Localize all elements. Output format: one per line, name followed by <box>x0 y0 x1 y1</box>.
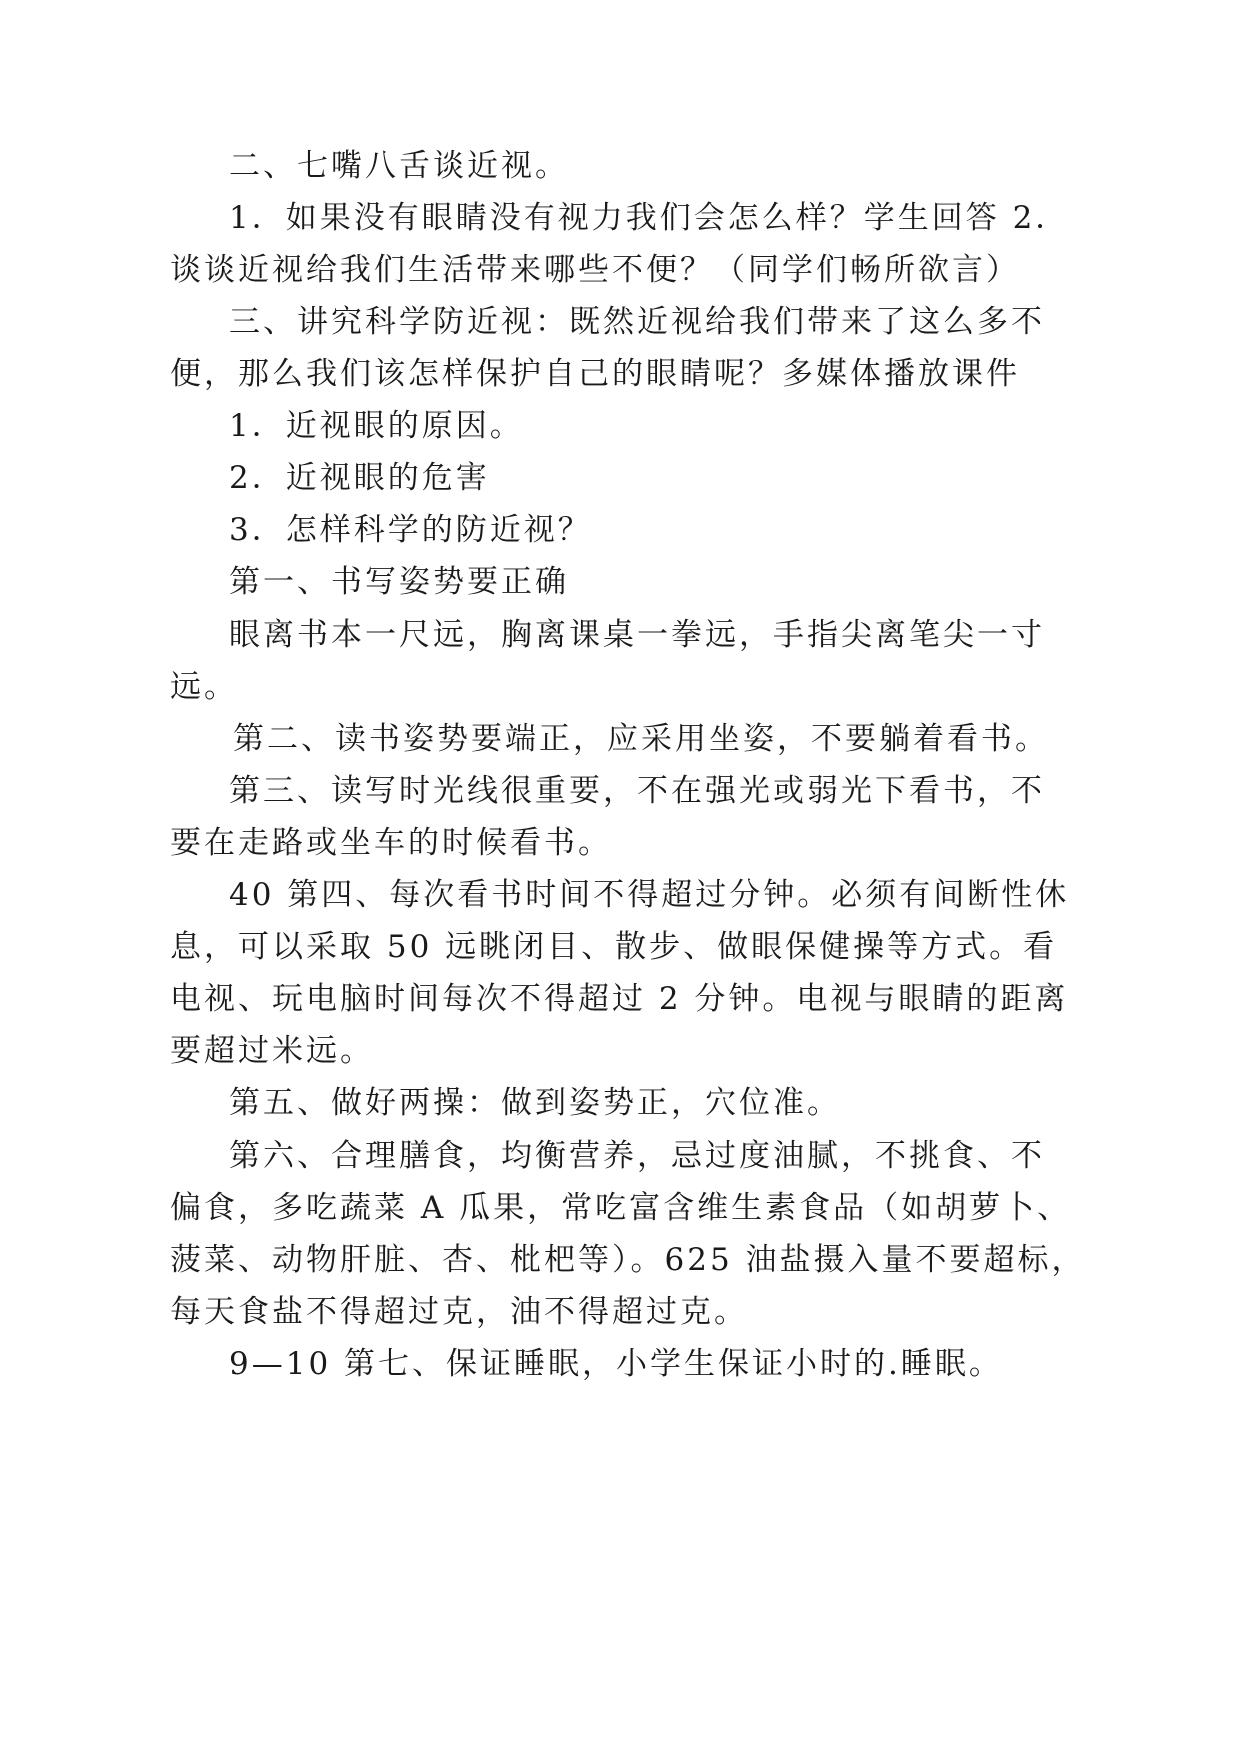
point-6-line: 菠菜、动物肝脏、杏、枇杷等）。625 油盐摄入量不要超标， <box>170 1242 1086 1278</box>
point-6-line: 第六、合理膳食，均衡营养，忌过度油腻，不挑食、不 <box>229 1138 1045 1174</box>
point-4-line: 要超过米远。 <box>170 1033 374 1069</box>
point-3-line: 要在走路或坐车的时候看书。 <box>170 825 612 861</box>
point-6-line: 偏食，多吃蔬菜 A 瓜果，常吃富含维生素食品（如胡萝卜、 <box>170 1190 1072 1226</box>
question-1-line: 1．如果没有眼睛没有视力我们会怎么样？学生回答 2． <box>229 200 1070 236</box>
point-2-line: 第二、读书姿势要端正，应采用坐姿，不要躺着看书。 <box>233 721 1049 757</box>
prevention-intro-line: 便，那么我们该怎样保护自己的眼睛呢？多媒体播放课件 <box>170 356 1020 392</box>
point-4-line: 40 第四、每次看书时间不得超过分钟。必须有间断性休 <box>229 877 1070 913</box>
point-1-heading: 第一、书写姿势要正确 <box>229 564 569 600</box>
point-3-line: 第三、读写时光线很重要，不在强光或弱光下看书，不 <box>229 773 1045 809</box>
section-heading-prevention: 三、讲究科学防近视：既然近视给我们带来了这么多不 <box>229 304 1045 340</box>
list-item-causes: 1．近视眼的原因。 <box>229 408 524 444</box>
point-6-line: 每天食盐不得超过克，油不得超过克。 <box>170 1294 748 1330</box>
question-2-line: 谈谈近视给我们生活带来哪些不便？（同学们畅所欲言） <box>170 252 1020 288</box>
list-item-methods: 3．怎样科学的防近视？ <box>229 512 592 548</box>
point-5-line: 第五、做好两操：做到姿势正，穴位准。 <box>229 1085 841 1121</box>
point-7-line: 9—10 第七、保证睡眠，小学生保证小时的.睡眠。 <box>229 1346 1003 1382</box>
point-1-body-line: 眼离书本一尺远，胸离课桌一拳远，手指尖离笔尖一寸 <box>229 617 1045 653</box>
point-4-line: 电视、玩电脑时间每次不得超过 2 分钟。电视与眼睛的距离 <box>170 981 1069 1017</box>
list-item-harms: 2．近视眼的危害 <box>229 460 490 496</box>
point-4-line: 息，可以采取 50 远眺闭目、散步、做眼保健操等方式。看 <box>170 929 1058 965</box>
point-1-body-line: 远。 <box>170 669 238 705</box>
section-heading-discussion: 二、七嘴八舌谈近视。 <box>229 148 569 184</box>
